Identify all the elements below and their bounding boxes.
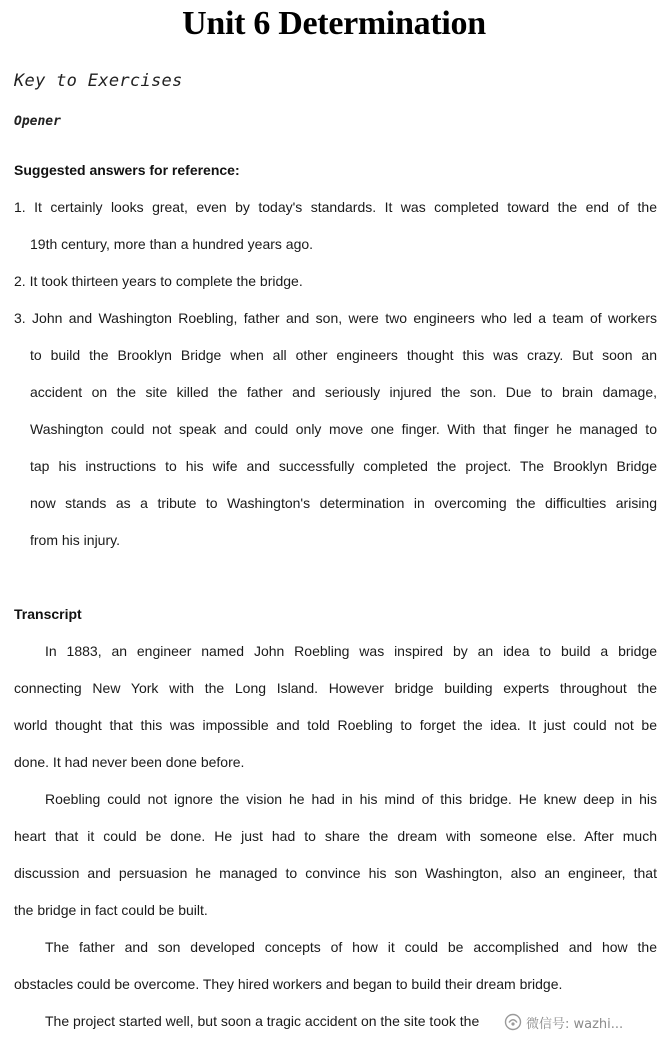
answer-3-line-1: 3. John and Washington Roebling, father and son, were two engineers who led a team of workers xyxy=(14,310,657,326)
answer-1-line-2: 19th century, more than a hundred years ago. xyxy=(30,236,314,252)
transcript-p2-line-1: Roebling could not ignore the vision he had in his mind of this bridge. He knew deep in his xyxy=(45,791,657,807)
answer-1-line-1: 1. It certainly looks great, even by today's standards. It was completed toward the end of the xyxy=(14,199,657,215)
transcript-p1-line-2: connecting New York with the Long Island. However bridge building experts throughout the xyxy=(14,680,657,696)
transcript-p1-line-1: In 1883, an engineer named John Roebling was inspired by an idea to build a bridge xyxy=(45,643,657,659)
answer-3-line-4: Washington could not speak and could only move one finger. With that finger he managed to xyxy=(30,421,657,437)
answer-3-line-2: to build the Brooklyn Bridge when all other engineers thought this was crazy. But soon an xyxy=(30,347,657,363)
transcript-p4-line-1: The project started well, but soon a tragic accident on the site took the xyxy=(45,1013,480,1029)
transcript-p3-line-1: The father and son developed concepts of how it could be accomplished and how the xyxy=(45,939,657,955)
answer-3-line-6: now stands as a tribute to Washington's determination in overcoming the difficulties arising xyxy=(30,495,657,511)
page-title: Unit 6 Determination xyxy=(182,5,486,42)
suggested-answers-label: Suggested answers for reference: xyxy=(14,162,240,178)
answer-3-line-5: tap his instructions to his wife and successfully completed the project. The Brooklyn Bridge xyxy=(30,458,657,474)
transcript-p2-line-3: discussion and persuasion he managed to convince his son Washington, also an engineer, that xyxy=(14,865,657,881)
wechat-channel-icon xyxy=(504,1013,522,1031)
transcript-p1-line-3: world thought that this was impossible and told Roebling to forget the idea. It just could not be xyxy=(14,717,657,733)
transcript-label: Transcript xyxy=(14,606,82,622)
key-to-exercises-heading: Key to Exercises xyxy=(14,71,183,91)
transcript-p2-line-4: the bridge in fact could be built. xyxy=(14,902,208,918)
watermark-text: 微信号: wazhi... xyxy=(526,1016,624,1032)
answer-2-line-1: 2. It took thirteen years to complete the bridge. xyxy=(14,273,303,289)
transcript-p1-line-4: done. It had never been done before. xyxy=(14,754,245,770)
answer-3-line-7: from his injury. xyxy=(30,532,120,548)
answer-3-line-3: accident on the site killed the father and seriously injured the son. Due to brain damage, xyxy=(30,384,657,400)
transcript-p2-line-2: heart that it could be done. He just had to share the dream with someone else. After much xyxy=(14,828,657,844)
transcript-p3-line-2: obstacles could be overcome. They hired workers and began to build their dream bridge. xyxy=(14,976,563,992)
opener-heading: Opener xyxy=(14,114,61,129)
wechat-watermark xyxy=(502,1011,625,1033)
